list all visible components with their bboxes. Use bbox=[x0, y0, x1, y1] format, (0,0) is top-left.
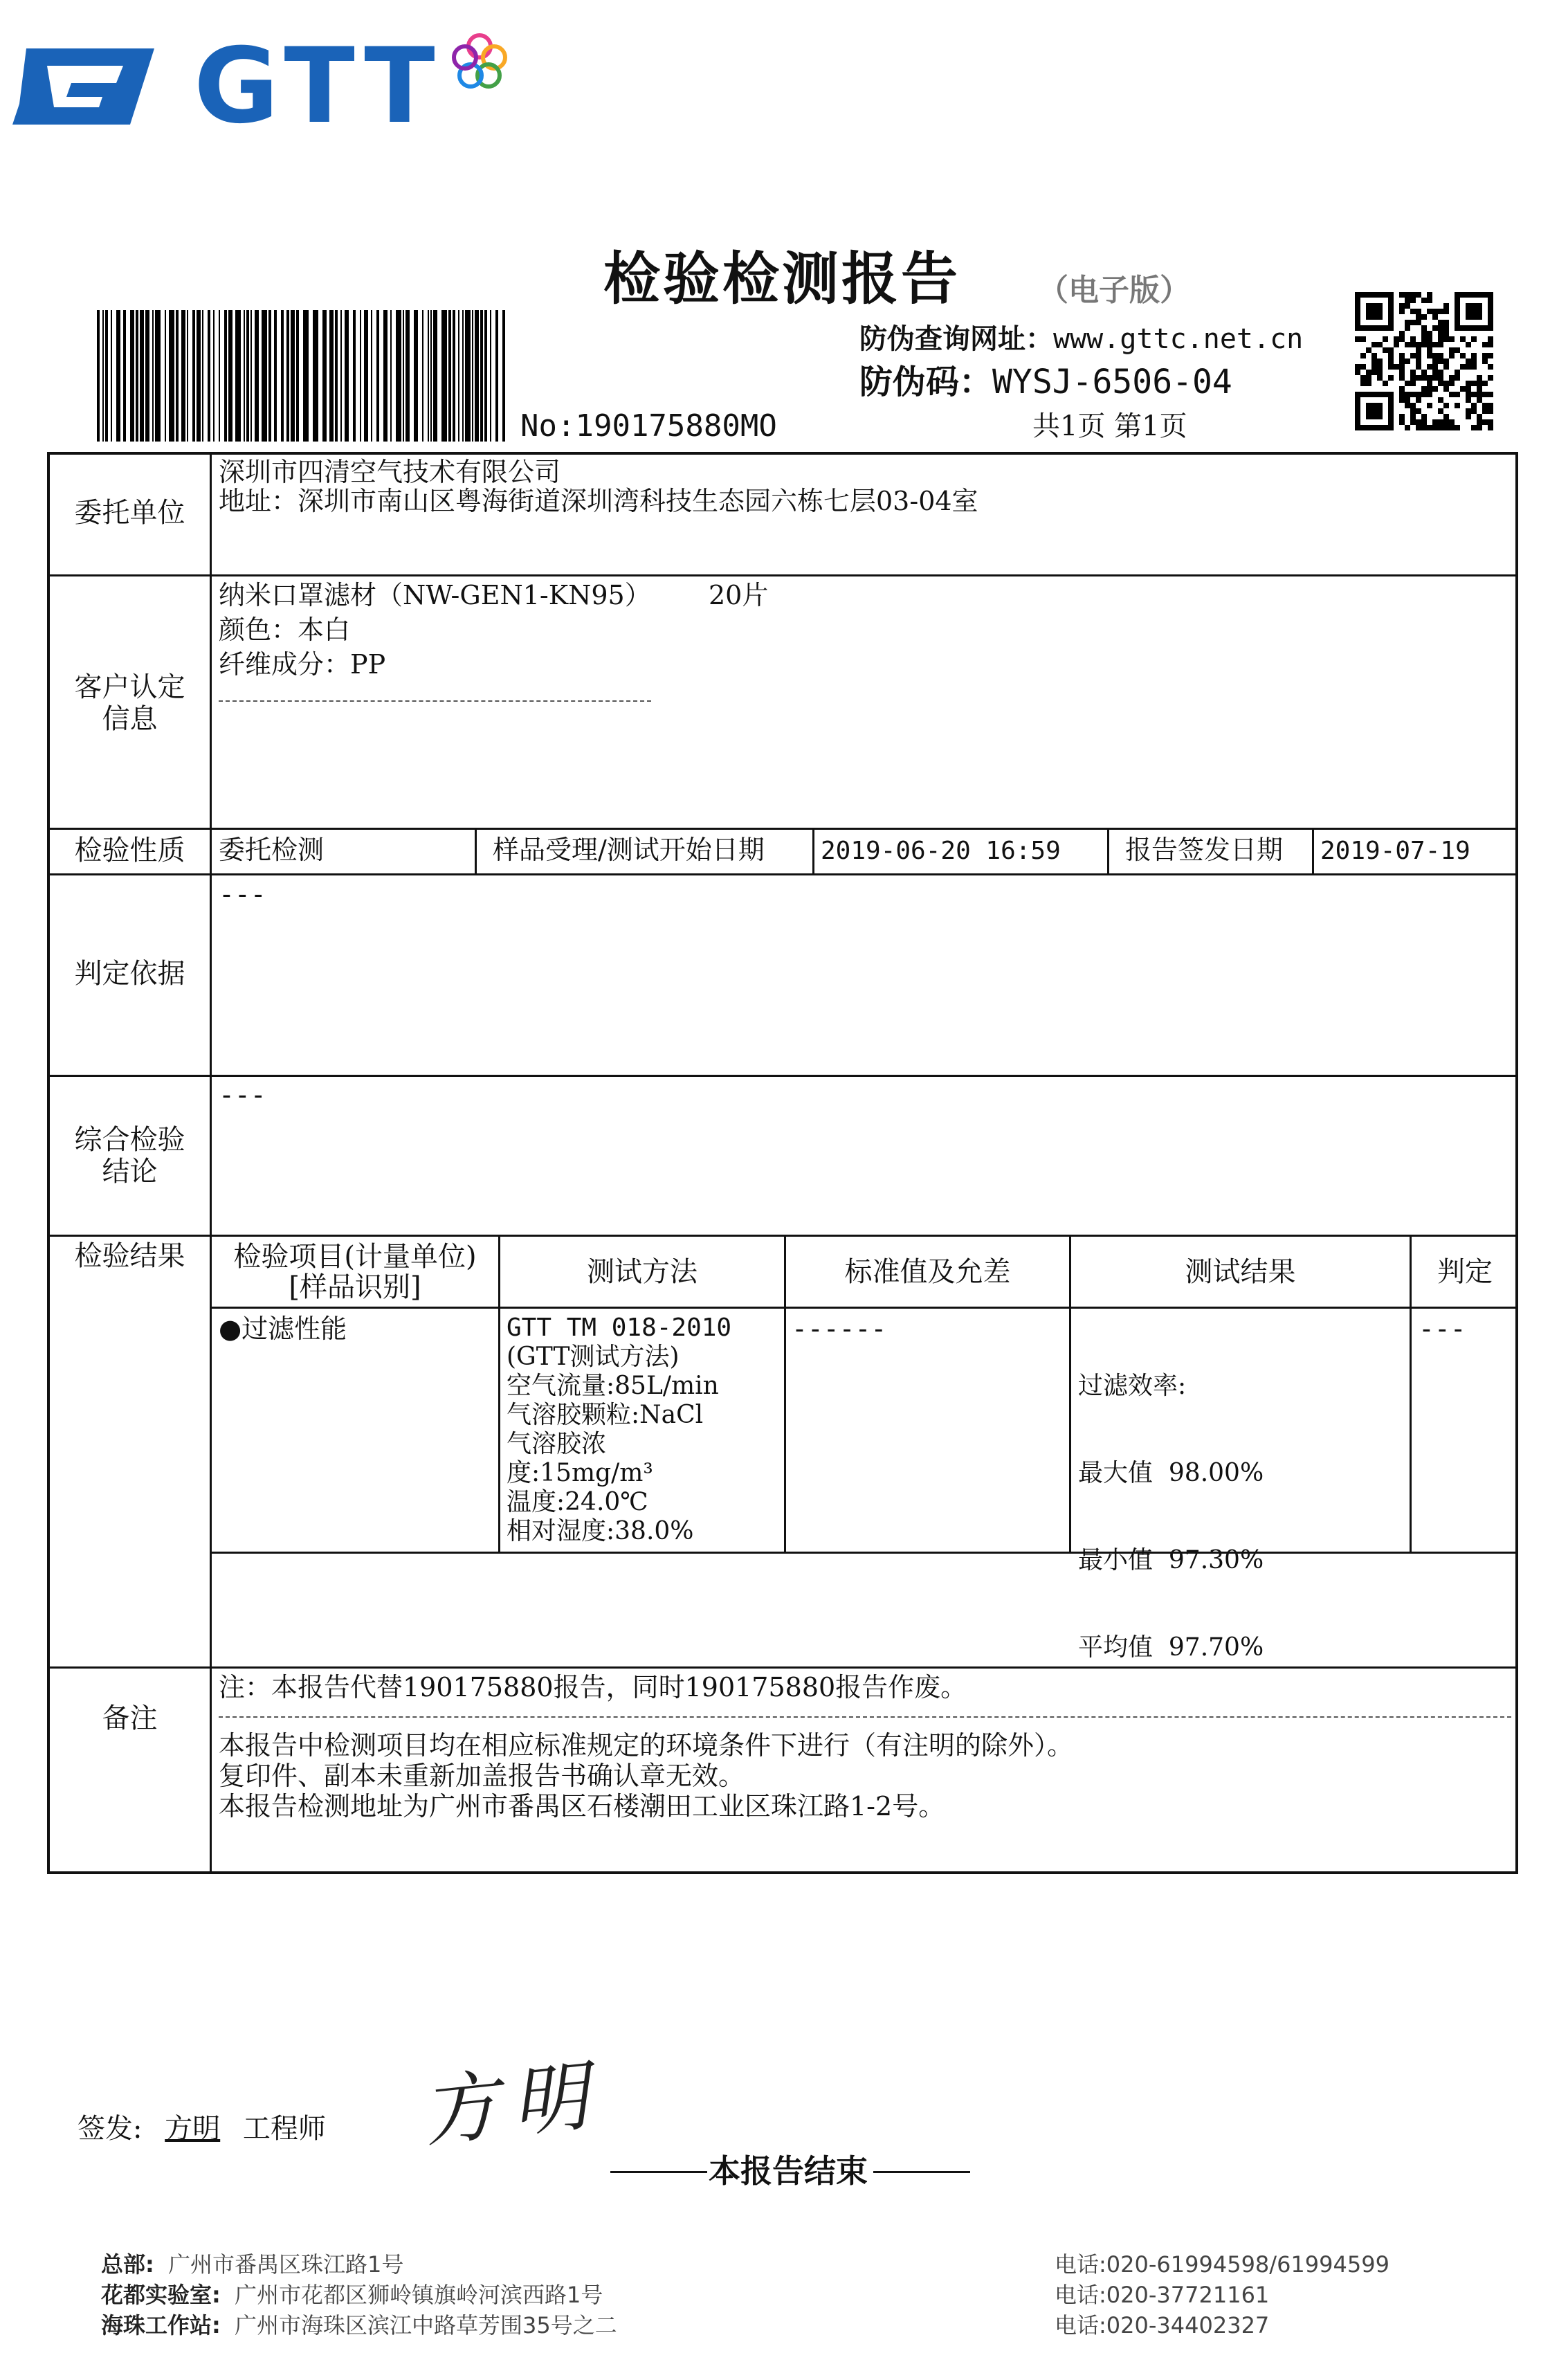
result-judgement: --- bbox=[1419, 1314, 1466, 1344]
result-standard: ------ bbox=[792, 1314, 887, 1344]
signer-title: 工程师 bbox=[242, 2113, 326, 2145]
issue-date-label: 报告签发日期 bbox=[1125, 835, 1284, 865]
basis-value: --- bbox=[219, 879, 266, 909]
remarks-line-2: 复印件、副本未重新加盖报告书确认章无效。 bbox=[219, 1761, 745, 1791]
remarks-note: 注：本报告代替190175880报告，同时190175880报告作废。 bbox=[219, 1672, 967, 1702]
basis-label: 判定依据 bbox=[74, 958, 185, 990]
results-label: 检验结果 bbox=[74, 1240, 185, 1272]
client-name: 深圳市四清空气技术有限公司 bbox=[219, 457, 561, 487]
sample-fiber: 纤维成分：PP bbox=[219, 649, 386, 680]
footer-huadu-phone: 电话:020-37721161 bbox=[1055, 2282, 1270, 2308]
col-header-method: 测试方法 bbox=[587, 1256, 698, 1288]
col-header-standard: 标准值及允差 bbox=[844, 1256, 1011, 1288]
conclusion-label: 综合检验 结论 bbox=[74, 1124, 185, 1188]
verification-url-label: 防伪查询网址： bbox=[859, 322, 1053, 355]
customer-info-divider bbox=[219, 700, 651, 702]
sample-quantity: 20片 bbox=[709, 580, 769, 610]
result-method: GTT TM 018-2010 (GTT测试方法) 空气流量:85L/min 气溶胶颗粒:NaCl 气溶胶浓 度:15mg/m³ 温度:24.0℃ 相对湿度:38.0% bbox=[507, 1314, 732, 1545]
col-header-item: 检验项目(计量单位) [样品识别] bbox=[233, 1241, 477, 1303]
gtt-emblem-icon bbox=[6, 28, 165, 138]
col-header-result: 测试结果 bbox=[1185, 1256, 1296, 1288]
verification-url[interactable]: www.gttc.net.cn bbox=[1053, 323, 1304, 355]
footer-hq: 总部: 广州市番禺区珠江路1号 bbox=[101, 2251, 404, 2278]
footer-haizhu-phone: 电话:020-34402327 bbox=[1055, 2312, 1270, 2338]
remarks-line-3: 本报告检测地址为广州市番禺区石楼潮田工业区珠江路1-2号。 bbox=[219, 1791, 945, 1822]
test-nature-label: 检验性质 bbox=[74, 835, 185, 866]
col-header-judgement: 判定 bbox=[1437, 1256, 1493, 1288]
conclusion-value: --- bbox=[219, 1080, 266, 1110]
signature-label: 签发: bbox=[78, 2113, 143, 2145]
footer-hq-phone: 电话:020-61994598/61994599 bbox=[1055, 2251, 1389, 2278]
edition-label: （电子版） bbox=[1038, 273, 1190, 308]
page-count: 共1页 第1页 bbox=[1032, 410, 1187, 442]
issue-date-value: 2019-07-19 bbox=[1320, 837, 1470, 865]
logo-text: GTT bbox=[194, 26, 442, 147]
sample-color: 颜色：本白 bbox=[219, 615, 351, 645]
end-rule-left bbox=[610, 2171, 707, 2173]
anti-counterfeit-code: WYSJ-6506-04 bbox=[992, 363, 1232, 401]
report-number: No:190175880MO bbox=[520, 408, 777, 444]
anti-counterfeit-label: 防伪码： bbox=[859, 363, 993, 401]
qr-code-icon[interactable] bbox=[1355, 292, 1493, 430]
remarks-label: 备注 bbox=[102, 1702, 158, 1734]
footer-huadu: 花都实验室: 广州市花都区狮岭镇旗岭河滨西路1号 bbox=[101, 2282, 603, 2308]
company-logo bbox=[6, 21, 518, 147]
remarks-divider bbox=[219, 1716, 1511, 1718]
customer-info-label: 客户认定 信息 bbox=[74, 671, 185, 735]
result-values: 过滤效率: 最大值 98.00% 最小值 97.30% 平均值 97.70% bbox=[1078, 1372, 1264, 1662]
signature-line bbox=[78, 2115, 326, 2143]
report-title: 检验检测报告 bbox=[603, 246, 961, 312]
end-rule-right bbox=[873, 2171, 970, 2173]
test-nature-value: 委托检测 bbox=[219, 835, 325, 865]
color-flower-icon bbox=[448, 31, 511, 93]
signer-name: 方明 bbox=[165, 2113, 221, 2145]
client-label: 委托单位 bbox=[74, 497, 185, 529]
report-end-text: 本报告结束 bbox=[709, 2152, 868, 2190]
handwritten-signature: 方明 bbox=[418, 2050, 606, 2158]
footer-haizhu: 海珠工作站: 广州市海珠区滨江中路草芳围35号之二 bbox=[101, 2312, 617, 2338]
result-item: ●过滤性能 bbox=[219, 1314, 347, 1344]
client-address: 地址：深圳市南山区粤海街道深圳湾科技生态园六栋七层03-04室 bbox=[219, 486, 978, 516]
anti-counterfeit-line bbox=[859, 365, 1232, 399]
test-start-value: 2019-06-20 16:59 bbox=[821, 837, 1061, 865]
barcode bbox=[97, 310, 509, 442]
test-start-label: 样品受理/测试开始日期 bbox=[493, 835, 765, 865]
sample-name: 纳米口罩滤材（NW-GEN1-KN95） bbox=[219, 580, 651, 610]
verification-url-line bbox=[859, 322, 1304, 355]
remarks-line-1: 本报告中检测项目均在相应标准规定的环境条件下进行（有注明的除外）。 bbox=[219, 1730, 1074, 1761]
